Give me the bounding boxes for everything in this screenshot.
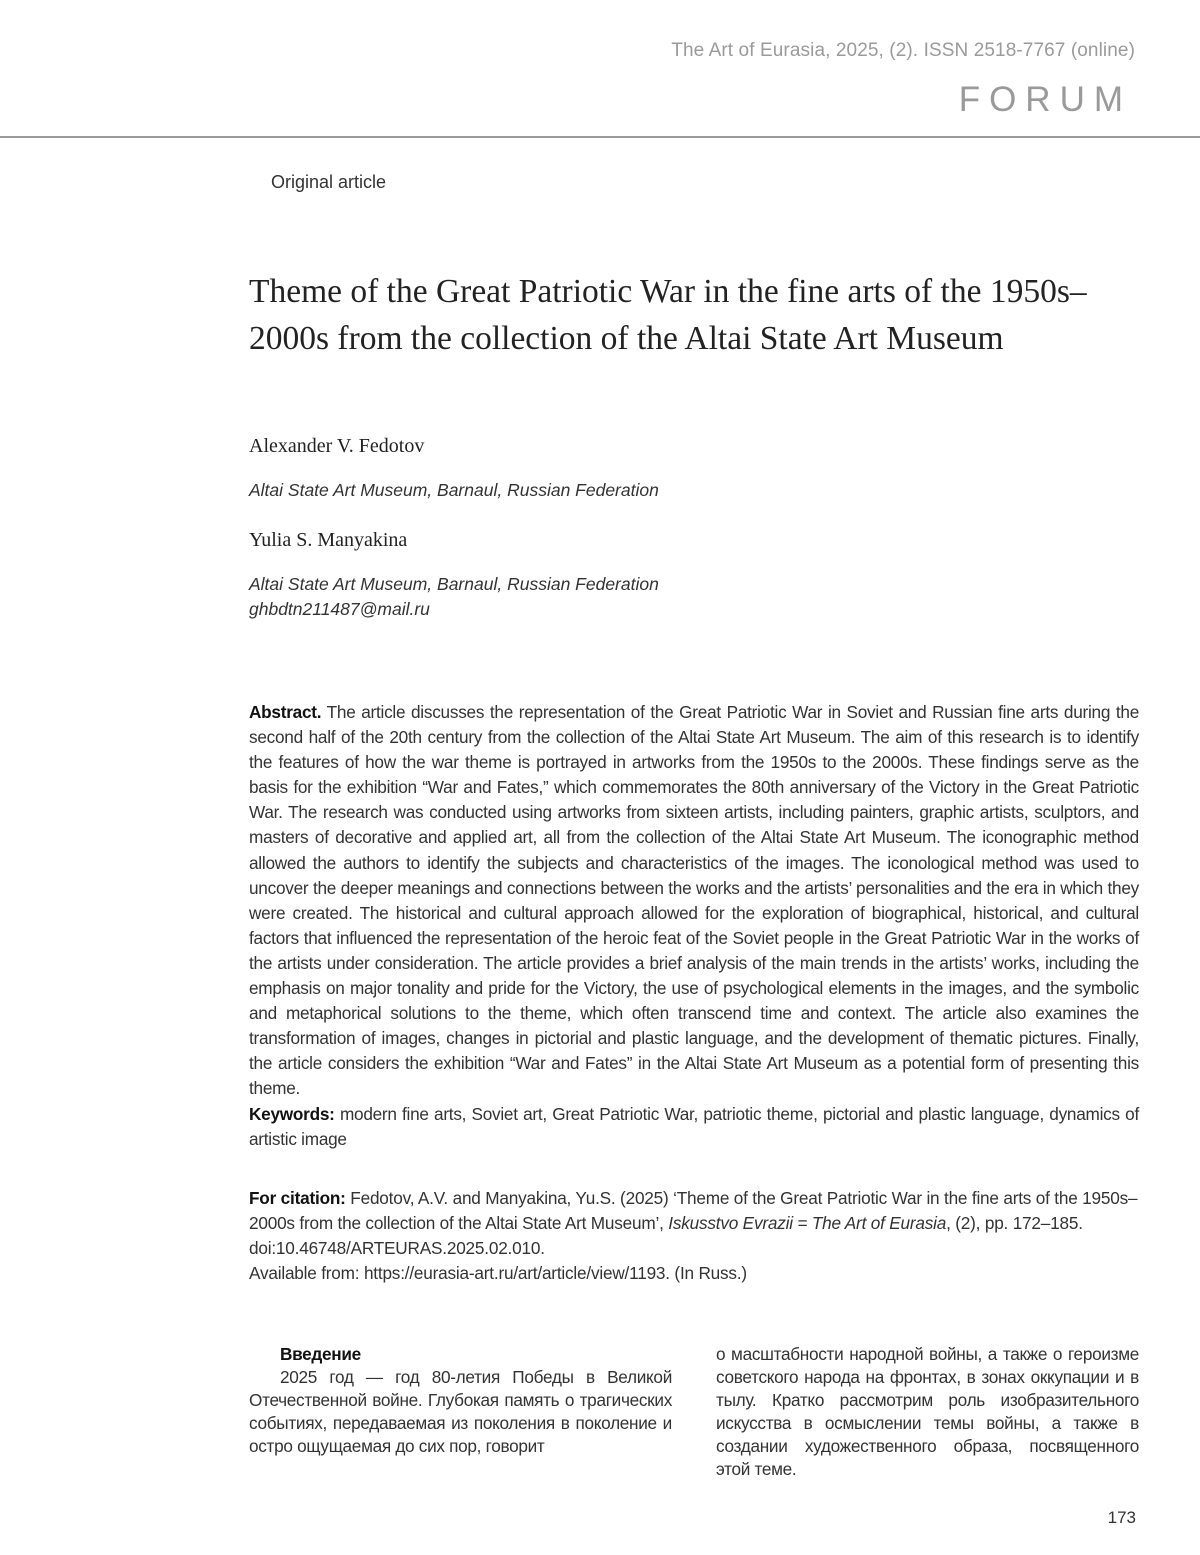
body-column-left [249,1343,672,1458]
body-column-right [716,1343,1139,1480]
body-text-left: 2025 год — год 80-летия Победы в Великой Отечественной войне. Глубокая память о трагических событиях, передаваемая из поколения в поколение и остро ощущаемая до сих пор, говорит [249,1366,672,1456]
journal-info: The Art of Eurasia, 2025, (2). ISSN 2518-7767 (online) [671,40,1135,61]
citation-available-link[interactable]: Available from: https://eurasia-art.ru/art/article/view/1193. (In Russ.) [249,1263,747,1284]
section-heading: Введение [280,1344,361,1364]
article-title: Theme of the Great Patriotic War in the fine arts of the 1950s–2000s from the collection of the Altai State Art Museum [249,273,1087,357]
body-text-right: о масштабности народной войны, а также о героизме советского народа на фронтах, в зонах оккупации и в тылу. Кратко рассмотрим роль изобразительного искусства в осмыслении темы войны, а также в создании художественного образа, посвященного этой теме. [716,1344,1139,1479]
abstract [249,700,1139,1152]
author-name-2: Yulia S. Manyakina [249,529,408,551]
page-number: 173 [1107,1508,1136,1527]
author-email[interactable]: ghbdtn211487@mail.ru [249,599,430,619]
article-type: Original article [271,172,387,192]
keywords-label: Keywords: [249,1103,335,1124]
author-name-1: Alexander V. Fedotov [249,435,425,457]
citation-block [249,1186,1149,1286]
citation-text: Fedotov, A.V. and Manyakina, Yu.S. (2025) ‘Theme of the Great Patriotic War in the fine arts of the 1950s–2000s from the collection of the Altai State Art Museum’, [249,1188,1138,1234]
citation-text-end: , (2), pp. 172–185. doi:10.46748/ARTEURAS.2025.02.010. [249,1213,1083,1259]
header-divider [0,136,1200,138]
citation-journal: Iskusstvo Evrazii = The Art of Eurasia [668,1213,947,1234]
section-name: FORUM [958,80,1132,119]
abstract-label: Abstract. [249,702,322,722]
citation-label: For citation: [249,1188,346,1208]
keywords-text: modern fine arts, Soviet art, Great Patriotic War, patriotic theme, pictorial and plastic language, dynamics of artistic image [249,1103,1139,1149]
abstract-text: The article discusses the representation of the Great Patriotic War in Soviet and Russian fine arts during the second half of the 20th century from the collection of the Altai State Art Museum. The aim of this research is to identify the features of how the war theme is portrayed in artworks from the 1950s to the 2000s. These findings serve as the basis for the exhibition “War and Fates,” which commemorates the 80th anniversary of the Victory in the Great Patriotic War. The research was conducted using artworks from sixteen artists, including painters, graphic artists, sculptors, and masters of decorative and applied art, all from the collection of the Altai State Art Museum. The iconographic method allowed the authors to identify the subjects and characteristics of the images. The iconological method was used to uncover the deeper meanings and connections between the works and the artists’ personalities and the era in which they were created. The historical and cultural approach allowed for the exploration of biographical, historical, and cultural factors that influenced the representation of the heroic feat of the Soviet people in the Great Patriotic War in the works of the artists under consideration. The article provides a brief analysis of the main trends in the artists’ works, including the emphasis on major tonality and pride for the Victory, the use of psychological elements in the images, and the symbolic and metaphorical solutions to the theme, which often transcend time and context. The article also examines the transformation of images, changes in pictorial and plastic language, and the development of thematic pictures. Finally, the article considers the exhibition “War and Fates” in the Altai State Art Museum as a potential form of presenting this theme. [249,702,1140,1099]
author-affiliation-1: Altai State Art Museum, Barnaul, Russian Federation [249,480,659,500]
author-affiliation-2: Altai State Art Museum, Barnaul, Russian Federation [249,574,659,594]
